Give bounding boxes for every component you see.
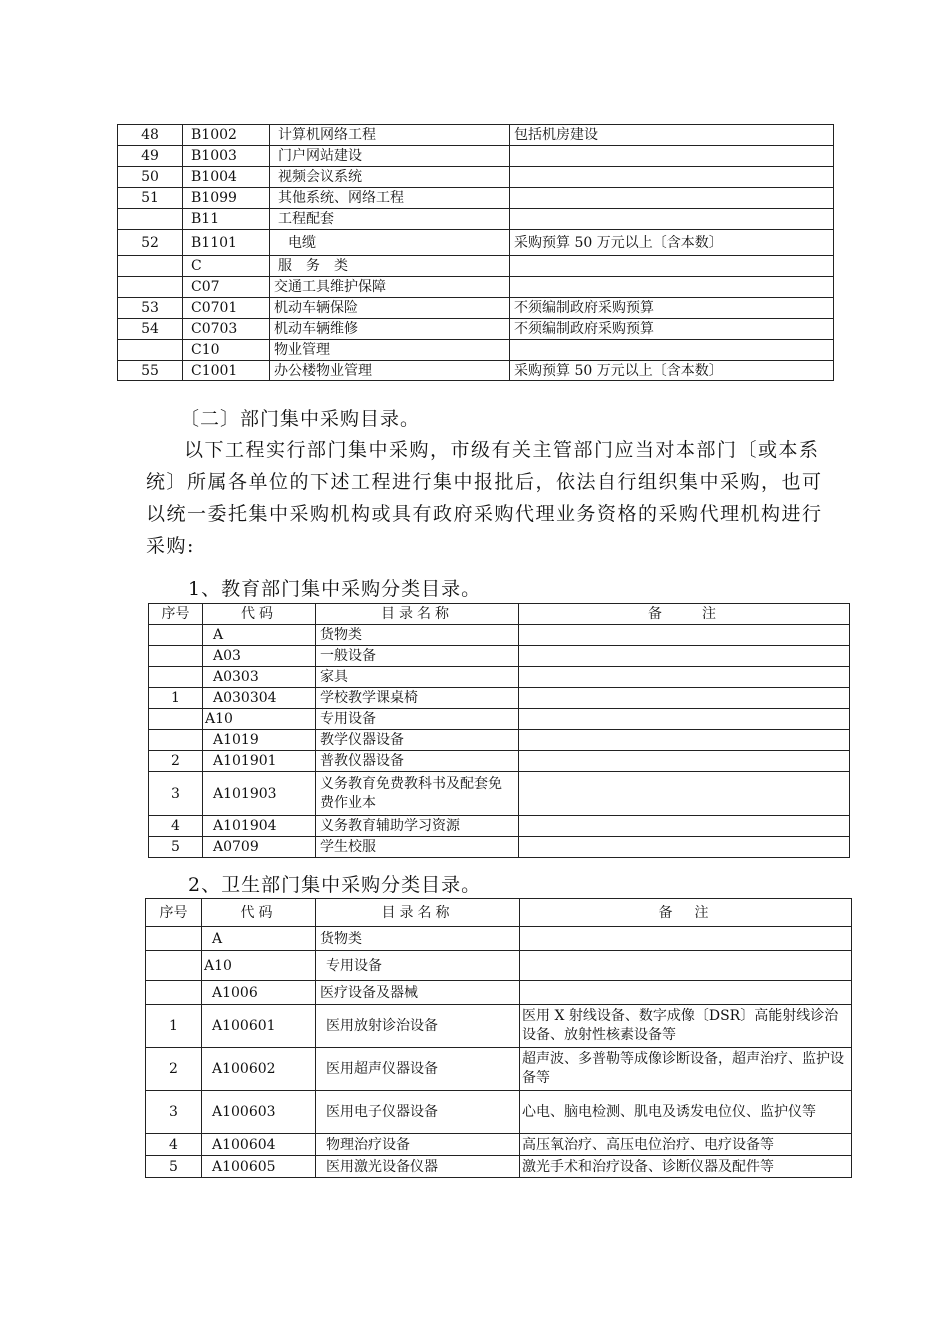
table-row — [146, 1048, 852, 1091]
section-paragraph: 以下工程实行部门集中采购，市级有关主管部门应当对本部门〔或本系统〕所属各单位的下述工程进行集中报批后，依法自行组织集中采购，也可以统一委托集中采购机构或具有政府采购代理业务资格的采购代理机构进行采购: — [146, 439, 823, 557]
row-name: 办公楼物业管理 — [270, 361, 510, 381]
row-name: 义务教育辅助学习资源 — [316, 816, 519, 837]
row-number — [149, 625, 203, 646]
row-number — [118, 340, 183, 361]
row-name: 医用电子仪器设备 — [316, 1091, 520, 1134]
row-remark — [520, 981, 852, 1005]
table-row — [146, 1005, 852, 1048]
row-code: B1099 — [183, 188, 270, 209]
row-code: A — [203, 625, 316, 646]
row-code: A030304 — [203, 688, 316, 709]
row-code: C0701 — [183, 298, 270, 319]
table-row — [118, 298, 834, 319]
table-row — [118, 125, 834, 146]
row-number — [146, 927, 202, 951]
row-number: 55 — [118, 361, 183, 381]
row-code: C10 — [183, 340, 270, 361]
row-name: 机动车辆维修 — [270, 319, 510, 340]
table-row — [118, 319, 834, 340]
row-name: 专用设备 — [316, 951, 520, 981]
row-number: 50 — [118, 167, 183, 188]
row-number: 48 — [118, 125, 183, 146]
table-row — [149, 625, 850, 646]
row-code: B1002 — [183, 125, 270, 146]
row-number — [118, 277, 183, 298]
table-row — [149, 837, 850, 858]
row-number: 2 — [146, 1048, 202, 1091]
row-remark: 高压氧治疗、高压电位治疗、电疗设备等 — [520, 1134, 852, 1156]
table-row — [146, 1134, 852, 1156]
row-name: 医用放射诊治设备 — [316, 1005, 520, 1048]
row-code: C07 — [183, 277, 270, 298]
row-number: 49 — [118, 146, 183, 167]
row-code: A0709 — [203, 837, 316, 858]
row-code: A0303 — [203, 667, 316, 688]
health-catalog-table — [145, 898, 852, 1178]
catalog-table-top-body — [118, 125, 834, 381]
row-remark — [519, 625, 850, 646]
row-remark — [519, 709, 850, 730]
row-remark: 超声波、多普勒等成像诊断设备，超声治疗、监护设备等 — [520, 1048, 852, 1091]
row-remark — [519, 816, 850, 837]
table-row — [118, 230, 834, 256]
row-remark: 包括机房建设 — [510, 125, 834, 146]
header-no: 序号 — [146, 899, 202, 927]
table-row — [146, 951, 852, 981]
row-name: 交通工具维护保障 — [270, 277, 510, 298]
row-number: 5 — [146, 1156, 202, 1178]
row-code: A10 — [202, 951, 316, 981]
row-number — [146, 981, 202, 1005]
section-heading: 〔二〕部门集中采购目录。 — [180, 408, 421, 430]
row-code: B11 — [183, 209, 270, 230]
row-number: 1 — [149, 688, 203, 709]
row-code: B1003 — [183, 146, 270, 167]
row-code: A1006 — [202, 981, 316, 1005]
row-code: A1019 — [203, 730, 316, 751]
row-name: 医用超声仪器设备 — [316, 1048, 520, 1091]
table-row — [149, 688, 850, 709]
table-row — [149, 646, 850, 667]
row-number: 4 — [149, 816, 203, 837]
row-code: A100602 — [202, 1048, 316, 1091]
row-name: 货物类 — [316, 625, 519, 646]
row-number: 2 — [149, 751, 203, 772]
row-remark: 心电、脑电检测、肌电及诱发电位仪、监护仪等 — [520, 1091, 852, 1134]
edu-table-heading: 1、教育部门集中采购分类目录。 — [188, 578, 482, 600]
row-code: A101903 — [203, 772, 316, 816]
row-code: B1101 — [183, 230, 270, 256]
row-remark — [510, 277, 834, 298]
header-name: 目录名称 — [316, 899, 520, 927]
row-name: 视频会议系统 — [270, 167, 510, 188]
row-number: 52 — [118, 230, 183, 256]
row-number — [149, 646, 203, 667]
table-row — [118, 361, 834, 381]
edu-catalog-table — [148, 603, 850, 858]
table-row — [149, 751, 850, 772]
table-row — [146, 927, 852, 951]
row-remark: 医用 X 射线设备、数字成像〔DSR〕高能射线诊治设备、放射性核素设备等 — [520, 1005, 852, 1048]
row-remark: 激光手术和治疗设备、诊断仪器及配件等 — [520, 1156, 852, 1178]
row-number: 3 — [149, 772, 203, 816]
header-no: 序号 — [149, 604, 203, 625]
row-remark — [510, 340, 834, 361]
row-number: 5 — [149, 837, 203, 858]
table-row — [149, 709, 850, 730]
row-remark: 不须编制政府采购预算 — [510, 298, 834, 319]
row-code: A101901 — [203, 751, 316, 772]
row-number — [149, 709, 203, 730]
row-name: 家具 — [316, 667, 519, 688]
row-name: 物业管理 — [270, 340, 510, 361]
header-code: 代码 — [202, 899, 316, 927]
row-name: 计算机网络工程 — [270, 125, 510, 146]
row-name: 义务教育免费教科书及配套免费作业本 — [316, 772, 519, 816]
row-name: 学生校服 — [316, 837, 519, 858]
row-name: 医用激光设备仪器 — [316, 1156, 520, 1178]
table-row — [149, 667, 850, 688]
row-number: 51 — [118, 188, 183, 209]
row-code: A100603 — [202, 1091, 316, 1134]
health-table-heading: 2、卫生部门集中采购分类目录。 — [188, 874, 482, 896]
header-remark: 备 注 — [519, 604, 850, 625]
header-name: 目录名称 — [316, 604, 519, 625]
table-row — [149, 772, 850, 816]
table-header-row — [149, 604, 850, 625]
table-row — [118, 277, 834, 298]
row-remark — [510, 209, 834, 230]
row-code: A100605 — [202, 1156, 316, 1178]
row-remark: 不须编制政府采购预算 — [510, 319, 834, 340]
row-name: 服 务 类 — [270, 256, 510, 277]
table-row — [146, 981, 852, 1005]
header-code: 代码 — [203, 604, 316, 625]
table-row — [118, 209, 834, 230]
table-row — [118, 188, 834, 209]
row-code: C1001 — [183, 361, 270, 381]
row-remark — [519, 772, 850, 816]
row-name: 机动车辆保险 — [270, 298, 510, 319]
row-number — [118, 256, 183, 277]
row-name: 工程配套 — [270, 209, 510, 230]
table-row — [149, 730, 850, 751]
row-name: 一般设备 — [316, 646, 519, 667]
row-code: A100601 — [202, 1005, 316, 1048]
row-name: 其他系统、网络工程 — [270, 188, 510, 209]
row-name: 教学仪器设备 — [316, 730, 519, 751]
row-remark: 采购预算 50 万元以上〔含本数〕 — [510, 230, 834, 256]
row-remark — [510, 256, 834, 277]
row-name: 学校教学课桌椅 — [316, 688, 519, 709]
table-row — [118, 167, 834, 188]
row-code: C — [183, 256, 270, 277]
row-remark — [520, 951, 852, 981]
row-number: 3 — [146, 1091, 202, 1134]
row-number: 4 — [146, 1134, 202, 1156]
row-code: A100604 — [202, 1134, 316, 1156]
table-row — [118, 146, 834, 167]
row-number — [146, 951, 202, 981]
row-remark — [519, 751, 850, 772]
row-code: A101904 — [203, 816, 316, 837]
row-number — [149, 667, 203, 688]
row-remark — [519, 688, 850, 709]
row-remark — [510, 167, 834, 188]
row-name: 物理治疗设备 — [316, 1134, 520, 1156]
row-name: 普教仪器设备 — [316, 751, 519, 772]
row-remark — [519, 837, 850, 858]
row-name: 货物类 — [316, 927, 520, 951]
row-remark: 采购预算 50 万元以上〔含本数〕 — [510, 361, 834, 381]
table-row — [146, 1156, 852, 1178]
row-code: B1004 — [183, 167, 270, 188]
table-row — [149, 816, 850, 837]
row-name: 专用设备 — [316, 709, 519, 730]
row-remark — [510, 188, 834, 209]
row-remark — [520, 927, 852, 951]
table-row — [118, 256, 834, 277]
row-code: A10 — [203, 709, 316, 730]
row-name: 门户网站建设 — [270, 146, 510, 167]
row-code: C0703 — [183, 319, 270, 340]
row-remark — [519, 646, 850, 667]
row-number: 53 — [118, 298, 183, 319]
row-remark — [519, 667, 850, 688]
table-row — [146, 1091, 852, 1134]
row-name: 医疗设备及器械 — [316, 981, 520, 1005]
header-remark: 备 注 — [520, 899, 852, 927]
row-remark — [519, 730, 850, 751]
table-header-row — [146, 899, 852, 927]
row-number — [118, 209, 183, 230]
table-row — [118, 340, 834, 361]
row-remark — [510, 146, 834, 167]
catalog-table-top — [117, 124, 834, 381]
row-code: A03 — [203, 646, 316, 667]
row-number: 1 — [146, 1005, 202, 1048]
row-code: A — [202, 927, 316, 951]
row-number — [149, 730, 203, 751]
row-number: 54 — [118, 319, 183, 340]
row-name: 电缆 — [270, 230, 510, 256]
